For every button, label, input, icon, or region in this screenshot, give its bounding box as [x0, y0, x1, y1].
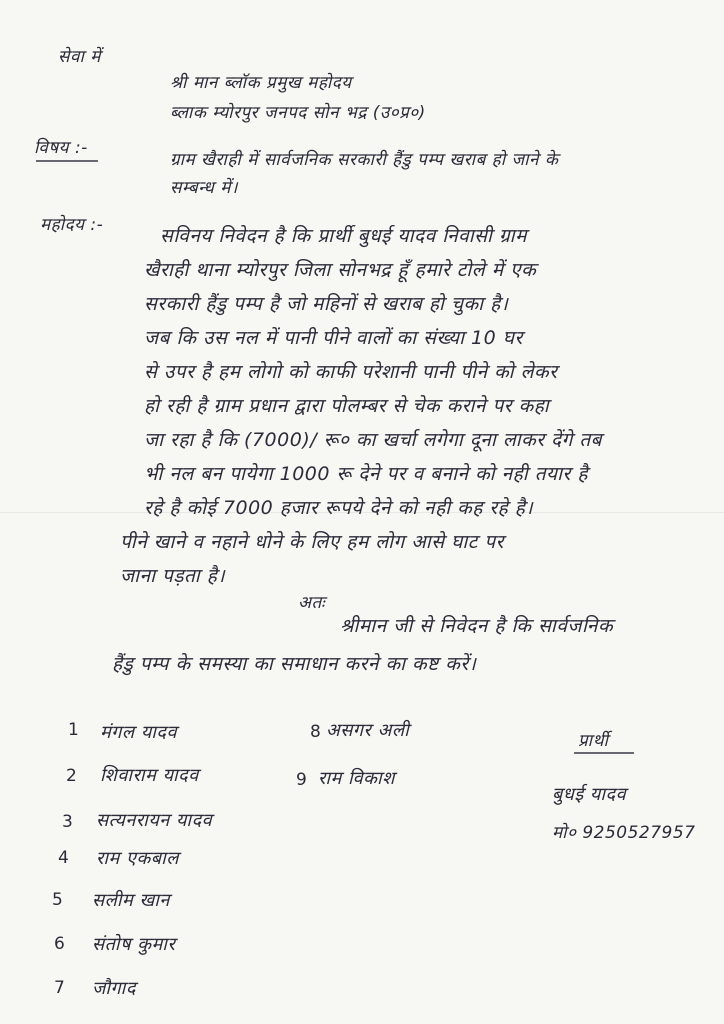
body-line: सरकारी हैंडु पम्प है जो महिनों से खराब हो चुका है।: [144, 293, 509, 315]
subject-label-underline: [36, 160, 98, 162]
body-line: से उपर है हम लोगो को काफी परेशानी पानी पीने को लेकर: [144, 361, 558, 383]
signatory-name: राम विकाश: [318, 768, 395, 789]
recipient-line-1: श्री मान ब्लॉक प्रमुख महोदय: [170, 73, 352, 93]
subject-line-2: सम्बन्ध में।: [170, 178, 238, 198]
subject-label: विषय :-: [34, 138, 88, 158]
signatory-name: असगर अली: [326, 720, 410, 741]
signatory-number: 4: [58, 848, 70, 868]
signatory-number: 8: [310, 722, 322, 742]
body-line: हो रही है ग्राम प्रधान द्वारा पोलम्बर से चेक कराने पर कहा: [144, 395, 550, 417]
applicant-label: प्रार्थी: [578, 731, 609, 751]
body-line: खैराही थाना म्योरपुर जिला सोनभद्र हूँ हमारे टोले में एक: [144, 259, 537, 281]
signatory-number: 2: [66, 766, 78, 786]
body-line: जा रहा है कि (7000)/ रू० का खर्चा लगेगा दूना लाकर देंगे तब: [144, 429, 603, 451]
signatory-name: संतोष कुमार: [92, 934, 176, 955]
address-label: महोदय :-: [40, 215, 104, 235]
recipient-line-2: ब्लाक म्योरपुर जनपद सोन भद्र (उ०प्र०): [170, 103, 426, 123]
applicant-label-underline: [574, 752, 634, 754]
closing-line-1: श्रीमान जी से निवेदन है कि सार्वजनिक: [340, 615, 614, 637]
body-line: जाना पड़ता है।: [120, 565, 226, 587]
body-line: भी नल बन पायेगा 1000 रू देने पर व बनाने को नही तयार है: [144, 463, 588, 485]
signatory-number: 9: [296, 770, 308, 790]
salutation-to: सेवा में: [58, 47, 101, 67]
signatory-name: जौगाद: [92, 978, 136, 999]
body-line: सविनय निवेदन है कि प्रार्थी बुधई यादव निवासी ग्राम: [160, 225, 527, 247]
closing-ata: अतः: [298, 593, 326, 613]
signatory-number: 6: [54, 934, 66, 954]
signatory-name: मंगल यादव: [100, 722, 177, 743]
signatory-number: 1: [68, 720, 80, 740]
signatory-name: सलीम खान: [92, 890, 170, 911]
signatory-number: 5: [52, 890, 64, 910]
body-line: जब कि उस नल में पानी पीने वालों का संख्या 10 घर: [144, 327, 523, 349]
signatory-name: राम एकबाल: [96, 848, 179, 869]
subject-line-1: ग्राम खैराही में सार्वजनिक सरकारी हैंडु पम्प खराब हो जाने के: [170, 150, 559, 170]
closing-line-2: हैंडु पम्प के समस्या का समाधान करने का कष्ट करें।: [112, 653, 477, 675]
signatory-name: सत्यनरायन यादव: [96, 810, 213, 831]
signatory-name: शिवाराम यादव: [100, 765, 199, 786]
applicant-name: बुधई यादव: [552, 784, 627, 805]
applicant-mobile: मो० 9250527957: [552, 823, 696, 843]
signatory-number: 3: [62, 812, 74, 832]
signatory-number: 7: [54, 978, 66, 998]
body-line: पीने खाने व नहाने धोने के लिए हम लोग आसे घाट पर: [120, 531, 504, 553]
body-line: रहे है कोई 7000 हजार रूपये देने को नही कह रहे है।: [144, 497, 534, 519]
